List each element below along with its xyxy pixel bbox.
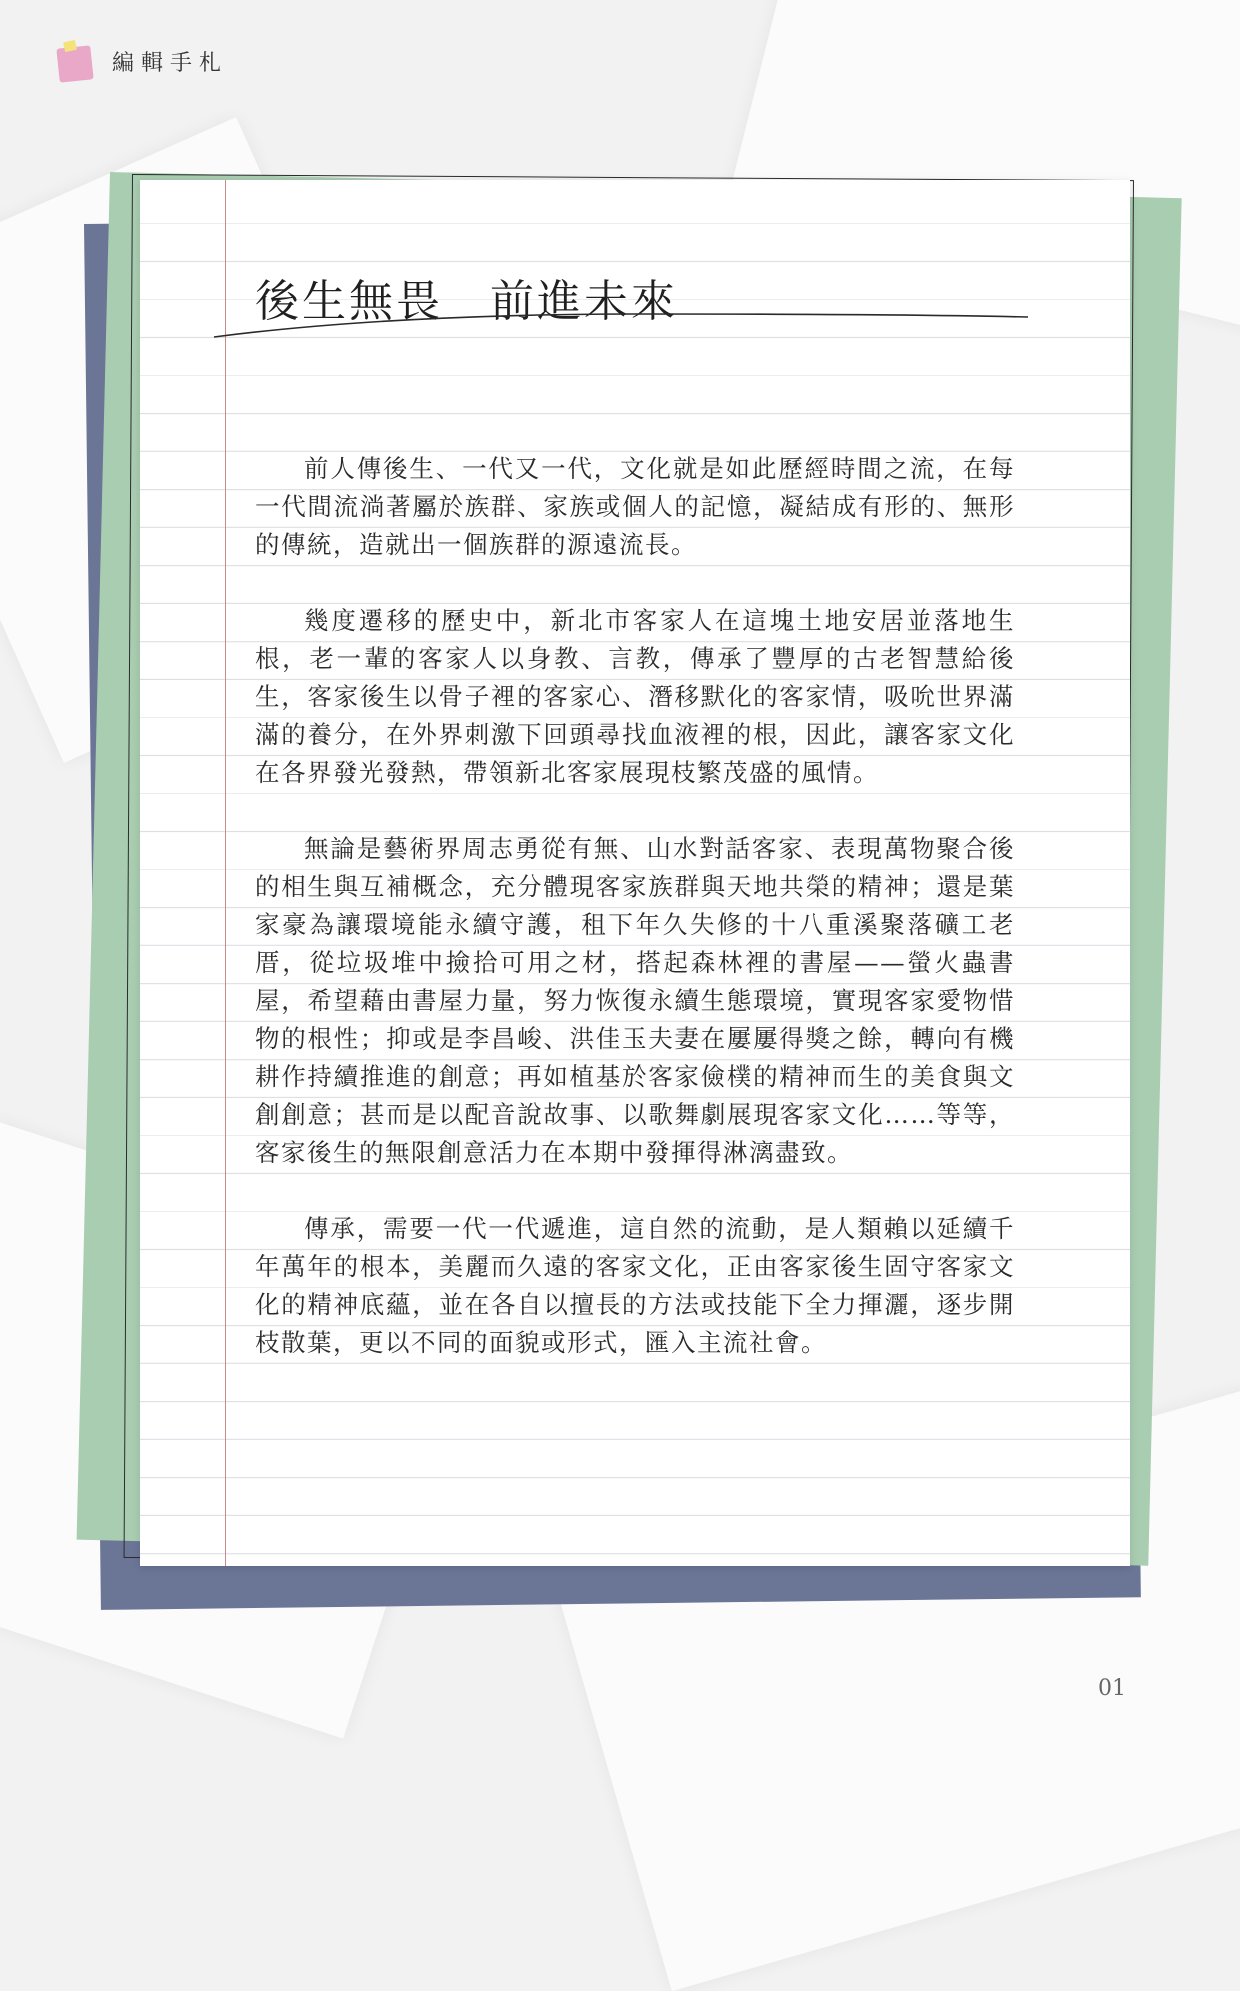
page-number: 01: [1098, 1676, 1126, 1701]
sticky-note-icon: [56, 41, 96, 81]
paragraph: 傳承，需要一代一代遞進，這自然的流動，是人類賴以延續千年萬年的根本，美麗而久遠的客家文化，正由客家後生固守客家文化的精神底蘊，並在各自以擅長的方法或技能下全力揮灑，逐步開枝散葉，更以不同的面貌或形式，匯入主流社會。: [255, 1214, 1015, 1357]
paragraph: 幾度遷移的歷史中，新北市客家人在這塊土地安居並落地生根，老一輩的客家人以身教、言教，傳承了豐厚的古老智慧給後生，客家後生以骨子裡的客家心、潛移默化的客家情，吸吮世界滿滿的養分，在外界刺激下回頭尋找血液裡的根，因此，讓客家文化在各界發光發熱，帶領新北客家展現枝繁茂盛的風情。: [255, 606, 1015, 787]
notebook-paper: [140, 180, 1130, 1566]
paragraph: 前人傳後生、一代又一代，文化就是如此歷經時間之流，在每一代間流淌著屬於族群、家族或個人的記憶，凝結成有形的、無形的傳統，造就出一個族群的源遠流長。: [255, 454, 1015, 559]
article-title: 後生無畏 前進未來: [255, 276, 678, 327]
paragraph: 無論是藝術界周志勇從有無、山水對話客家、表現萬物聚合後的相生與互補概念，充分體現客家族群與天地共榮的精神；還是葉家豪為讓環境能永續守護，租下年久失修的十八重溪聚落礦工老厝，從垃圾堆中撿拾可用之材，搭起森林裡的書屋——螢火蟲書屋，希望藉由書屋力量，努力恢復永續生態環境，實現客家愛物惜物的根性；抑或是李昌峻、洪佳玉夫妻在屢屢得獎之餘，轉向有機耕作持續推進的創意；再如植基於客家儉樸的精神而生的美食與文創創意；甚而是以配音說故事、以歌舞劇展現客家文化……等等，客家後生的無限創意活力在本期中發揮得淋漓盡致。: [255, 834, 1015, 1167]
title-underline: [212, 312, 1032, 342]
section-label: 編輯手札: [112, 50, 229, 76]
page-header: [56, 38, 228, 84]
article-body: [255, 450, 1015, 1400]
margin-rule: [225, 180, 226, 1566]
